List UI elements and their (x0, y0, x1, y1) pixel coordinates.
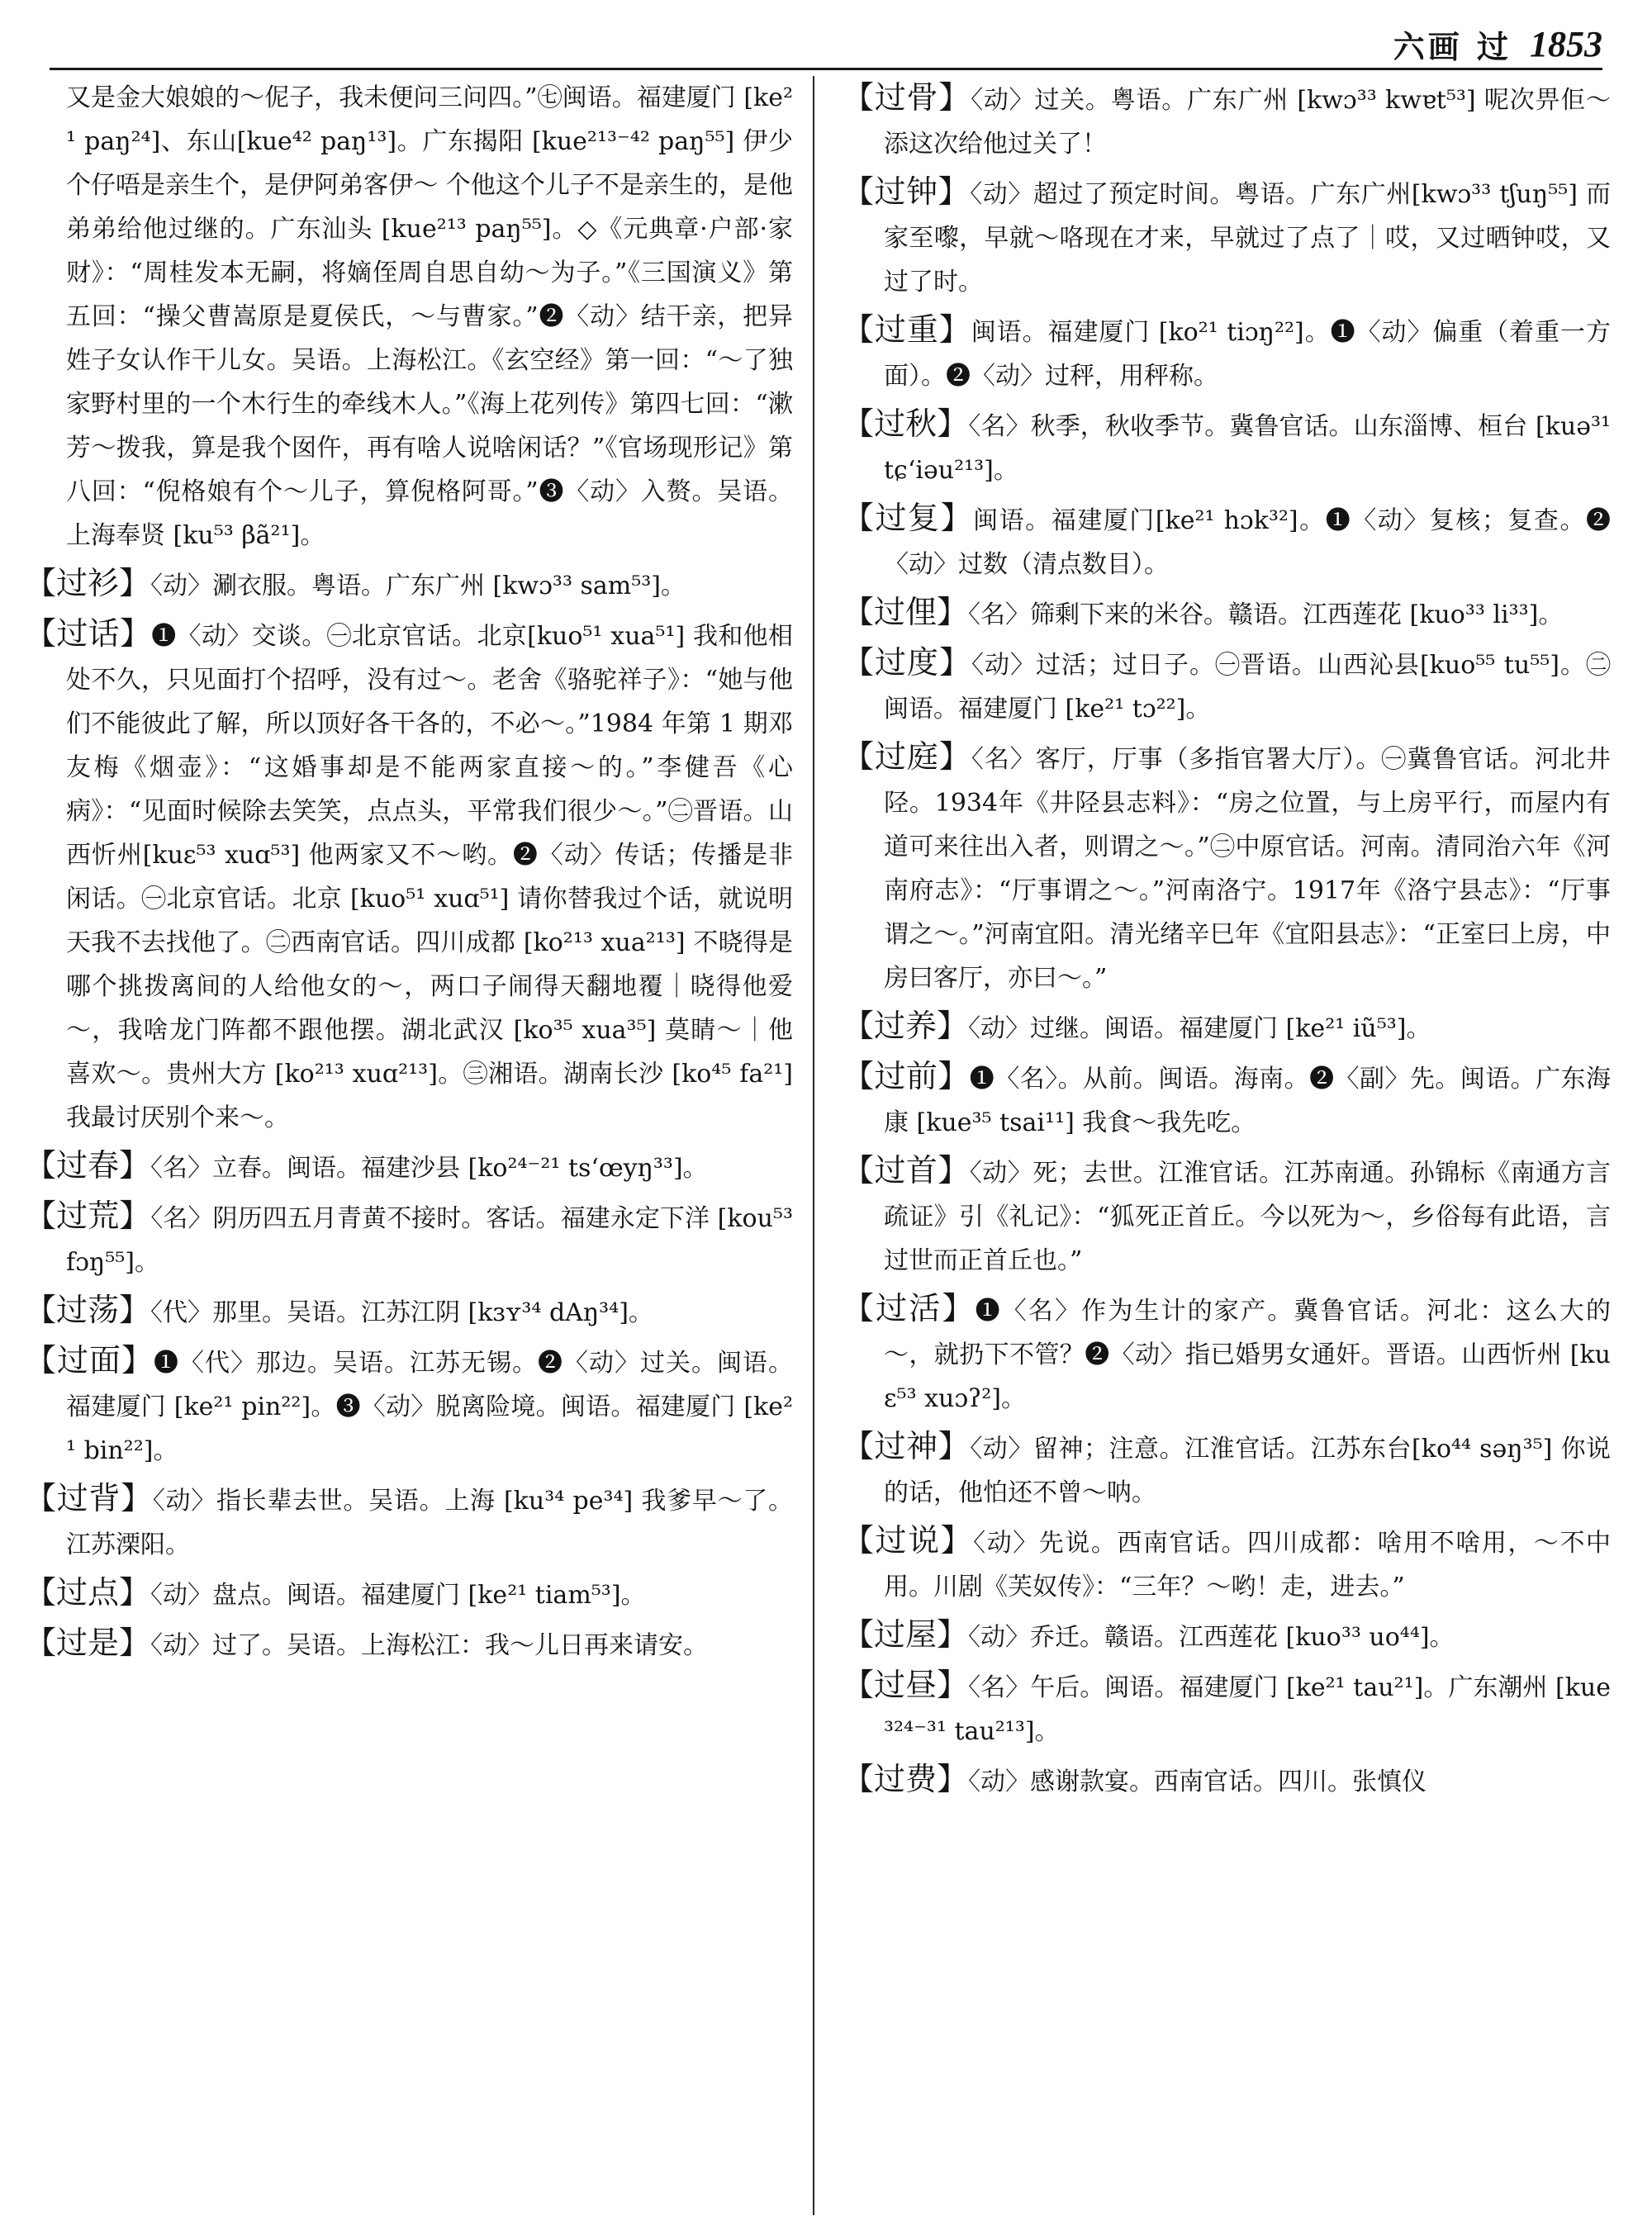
entry-headword: 【过春】 (25, 1147, 151, 1184)
dictionary-entry (843, 1758, 1611, 1804)
entry-headword: 【过面】 (25, 1342, 154, 1378)
entry-definition: 〈动〉死；去世。江淮官话。江苏南通。孙锦标《南通方言疏证》引《礼记》：“狐死正首丘。今以死为～，乡俗每有此语，言过世而正首丘也。” (884, 1159, 1611, 1275)
entry-headword: 【过衫】 (25, 565, 151, 601)
dictionary-entry (25, 1194, 793, 1284)
entry-definition: 〈动〉指长辈去世。吴语。上海 [ku³⁴ pe³⁴] 我爹早～了。江苏溧阳。 (66, 1487, 793, 1559)
page-number: 1853 (1530, 23, 1602, 64)
dictionary-entry (25, 1339, 793, 1473)
dictionary-entry (843, 170, 1611, 304)
dictionary-entry (843, 1004, 1611, 1051)
dictionary-entry (843, 76, 1611, 166)
right-column (843, 76, 1611, 1808)
entry-definition: 〈动〉感谢款宴。西南官话。四川。张慎仪 (968, 1767, 1427, 1796)
dictionary-entry (843, 1663, 1611, 1753)
dictionary-entry (25, 612, 793, 1140)
dictionary-entry (843, 1149, 1611, 1283)
entry-headword: 【过庭】 (843, 738, 971, 775)
entry-headword: 【过背】 (25, 1480, 153, 1516)
entry-definition: 〈动〉涮衣服。粤语。广东广州 [kwɔ³³ sam⁵³]。 (150, 572, 686, 600)
entry-headword: 【过俚】 (843, 594, 969, 630)
entry-definition: 〈动〉过继。闽语。福建厦门 [ke²¹ iũ⁵³]。 (968, 1014, 1431, 1043)
dictionary-entry (843, 591, 1611, 637)
entry-definition: 〈动〉过关。粤语。广东广州 [kwɔ³³ kwɐt⁵³] 呢次畀佢～添这次给他过关了！ (884, 86, 1611, 159)
dictionary-entry (843, 1055, 1611, 1145)
entry-definition: 又是金大娘娘的～伲子，我未便问三问四。”㊆闽语。福建厦门 [ke²¹ paŋ²⁴]、东山[kue⁴² paŋ¹³]。广东揭阳 [kue²¹³⁻⁴² paŋ⁵⁵] 伊少个仔唔是亲生个，是伊阿弟客伊～ 个他这个儿子不是亲生的，是他弟弟给他过继的。广东汕头 [kue²¹³ paŋ⁵⁵]。◇《元典章·户部·家财》：“周桂发本无嗣，将嫡侄周自思自幼～为子。”《三国演义》第五回：“操父曹嵩原是夏侯氏，～与曹家。”❷〈动〉结干亲，把异姓子女认作干儿女。吴语。上海松江。《玄空经》第一回：“～了独家野村里的一个木行生的牵线木人。”《海上花列传》第四七回：“漱芳～拨我，算是我个囡仵，再有啥人说啥闲话？”《官场现形记》第八回：“倪格娘有个～儿子，算倪格阿哥。”❸〈动〉入赘。吴语。上海奉贤 [ku⁵³ βã²¹]。 (66, 83, 793, 550)
dictionary-entry (843, 641, 1611, 731)
dictionary-entry (25, 1144, 793, 1190)
entry-headword: 【过屋】 (843, 1616, 969, 1653)
entry-headword: 【过秋】 (843, 406, 969, 442)
dictionary-entry (843, 1519, 1611, 1609)
entry-definition: 闽语。福建厦门[ke²¹ hɔk³²]。❶〈动〉复核；复查。❷〈动〉过数（清点数目）。 (884, 506, 1611, 579)
entry-definition: 〈动〉乔迁。赣语。江西莲花 [kuo³³ uo⁴⁴]。 (968, 1623, 1455, 1652)
dictionary-entry (843, 496, 1611, 586)
entry-headword: 【过荒】 (25, 1198, 151, 1234)
page-header (1393, 15, 1602, 73)
entry-definition: 〈名〉筛剩下来的米谷。赣语。江西莲花 [kuo³³ li³³]。 (968, 600, 1564, 629)
dictionary-entry (25, 76, 793, 558)
entry-headword: 【过话】 (25, 615, 152, 652)
entry-definition: ❶〈代〉那边。吴语。江苏无锡。❷〈动〉过关。闽语。福建厦门 [ke²¹ pin²²]。❸〈动〉脱离险境。闽语。福建厦门 [ke²¹ bin²²]。 (66, 1349, 793, 1465)
entry-definition: 〈动〉留神；注意。江淮官话。江苏东台[ko⁴⁴ səŋ³⁵] 你说的话，他怕还不曾～呐。 (884, 1435, 1611, 1507)
entry-headword: 【过复】 (843, 500, 974, 536)
dictionary-entry (25, 562, 793, 608)
entry-headword: 【过神】 (843, 1428, 971, 1464)
dictionary-entry (25, 1621, 793, 1668)
entry-definition: 〈动〉超过了预定时间。粤语。广东广州[kwɔ³³ tʃuŋ⁵⁵] 而家至嚟，早就～咯现在才来，早就过了点了｜哎，又过晒钟哎，又过了时。 (884, 180, 1611, 297)
left-column (25, 76, 793, 1672)
column-divider (813, 76, 814, 2215)
entry-headword: 【过钟】 (843, 173, 971, 210)
dictionary-entry (843, 1287, 1611, 1421)
section-title: 六画 过 (1393, 28, 1512, 65)
entry-headword: 【过前】 (843, 1058, 970, 1094)
entry-definition: 〈动〉盘点。闽语。福建厦门 [ke²¹ tiam⁵³]。 (150, 1581, 646, 1610)
entry-definition: 〈动〉过了。吴语。上海松江：我～儿日再来请安。 (150, 1631, 709, 1660)
entry-headword: 【过重】 (843, 311, 971, 348)
entry-definition: ❶〈动〉交谈。㊀北京官话。北京[kuo⁵¹ xua⁵¹] 我和他相处不久，只见面打个招呼，没有过～。老舍《骆驼祥子》：“她与他们不能彼此了解，所以顶好各干各的，不必～。”1984 年第 1 期邓友梅《烟壶》：“这婚事却是不能两家直接～的。”李健吾《心病》：“见面时候除去笑笑，点点头，平常我们很少～。”㊁晋语。山西忻州[kuɛ⁵³ xuɑ⁵³] 他两家又不～哟。❷〈动〉传话；传播是非闲话。㊀北京官话。北京 [kuo⁵¹ xuɑ⁵¹] 请你替我过个话，就说明天我不去找他了。㊁西南官话。四川成都 [ko²¹³ xua²¹³] 不晓得是哪个挑拨离间的人给他女的～，两口子闹得天翻地覆｜晓得他爱～，我啥龙门阵都不跟他摆。湖北武汉 [ko³⁵ xua³⁵] 莫睛～｜他喜欢～。贵州大方 [ko²¹³ xuɑ²¹³]。㊂湘语。湖南长沙 [ko⁴⁵ fa²¹] 我最讨厌别个来～。 (66, 622, 793, 1132)
entry-headword: 【过荡】 (25, 1292, 151, 1328)
dictionary-entry (843, 402, 1611, 492)
dictionary-entry (25, 1288, 793, 1335)
entry-definition: 〈代〉那里。吴语。江苏江阴 [kɜʏ³⁴ dAŋ³⁴]。 (150, 1298, 653, 1327)
entry-headword: 【过费】 (843, 1761, 969, 1797)
dictionary-entry (25, 1477, 793, 1567)
header-rule (50, 68, 1602, 70)
entry-headword: 【过昼】 (843, 1667, 969, 1703)
entry-definition: 〈名〉阴历四五月青黄不接时。客话。福建永定下洋 [kou⁵³ fɔŋ⁵⁵]。 (66, 1204, 793, 1277)
entry-headword: 【过度】 (843, 644, 971, 681)
entry-definition: 闽语。福建厦门 [ko²¹ tiɔŋ²²]。❶〈动〉偏重（着重一方面）。❷〈动〉过秤，用秤称。 (884, 318, 1611, 391)
dictionary-entry (843, 735, 1611, 1000)
entry-definition: ❶〈名〉作为生计的家产。冀鲁官话。河北：这么大的～，就扔下不管？❷〈动〉指已婚男女通奸。晋语。山西忻州 [kuɛ⁵³ xuɔʔ²]。 (884, 1297, 1611, 1413)
entry-definition: 〈名〉秋季，秋收季节。冀鲁官话。山东淄博、桓台 [kuə³¹ tɕ‘iəu²¹³]。 (884, 412, 1611, 485)
entry-definition: 〈动〉过活；过日子。㊀晋语。山西沁县[kuo⁵⁵ tu⁵⁵]。㊁闽语。福建厦门 [ke²¹ tɔ²²]。 (884, 651, 1611, 724)
entry-definition: 〈名〉客厅，厅事（多指官署大厅）。㊀冀鲁官话。河北井陉。1934年《井陉县志料》：“房之位置，与上房平行，而屋内有道可来往出入者，则谓之～。”㊁中原官话。河南。清同治六年《河南府志》：“厅事谓之～。”河南洛宁。1917年《洛宁县志》：“厅事谓之～。”河南宜阳。清光绪辛巳年《宜阳县志》：“正室曰上房，中房曰客厅，亦曰～。” (884, 745, 1611, 993)
entry-definition: ❶〈名〉。从前。闽语。海南。❷〈副〉先。闽语。广东海康 [kue³⁵ tsai¹¹] 我食～我先吃。 (884, 1065, 1611, 1137)
dictionary-entry (843, 308, 1611, 398)
entry-headword: 【过活】 (843, 1290, 976, 1326)
entry-headword: 【过是】 (25, 1625, 151, 1661)
entry-headword: 【过骨】 (843, 79, 971, 116)
dictionary-entry (843, 1613, 1611, 1659)
entry-headword: 【过点】 (25, 1574, 151, 1611)
entry-definition: 〈名〉立春。闽语。福建沙县 [ko²⁴⁻²¹ ts‘œyŋ³³]。 (150, 1154, 708, 1183)
entry-definition: 〈名〉午后。闽语。福建厦门 [ke²¹ tau²¹]。广东潮州 [kue³²⁴⁻³¹ tau²¹³]。 (884, 1673, 1611, 1746)
entry-definition: 〈动〉先说。西南官话。四川成都：啥用不啥用，～不中用。川剧《芙奴传》：“三年？～哟！走，进去。” (884, 1529, 1611, 1601)
entry-headword: 【过首】 (843, 1152, 970, 1189)
entry-headword: 【过养】 (843, 1008, 969, 1044)
entry-headword: 【过说】 (843, 1522, 974, 1559)
dictionary-entry (843, 1425, 1611, 1515)
dictionary-entry (25, 1571, 793, 1617)
